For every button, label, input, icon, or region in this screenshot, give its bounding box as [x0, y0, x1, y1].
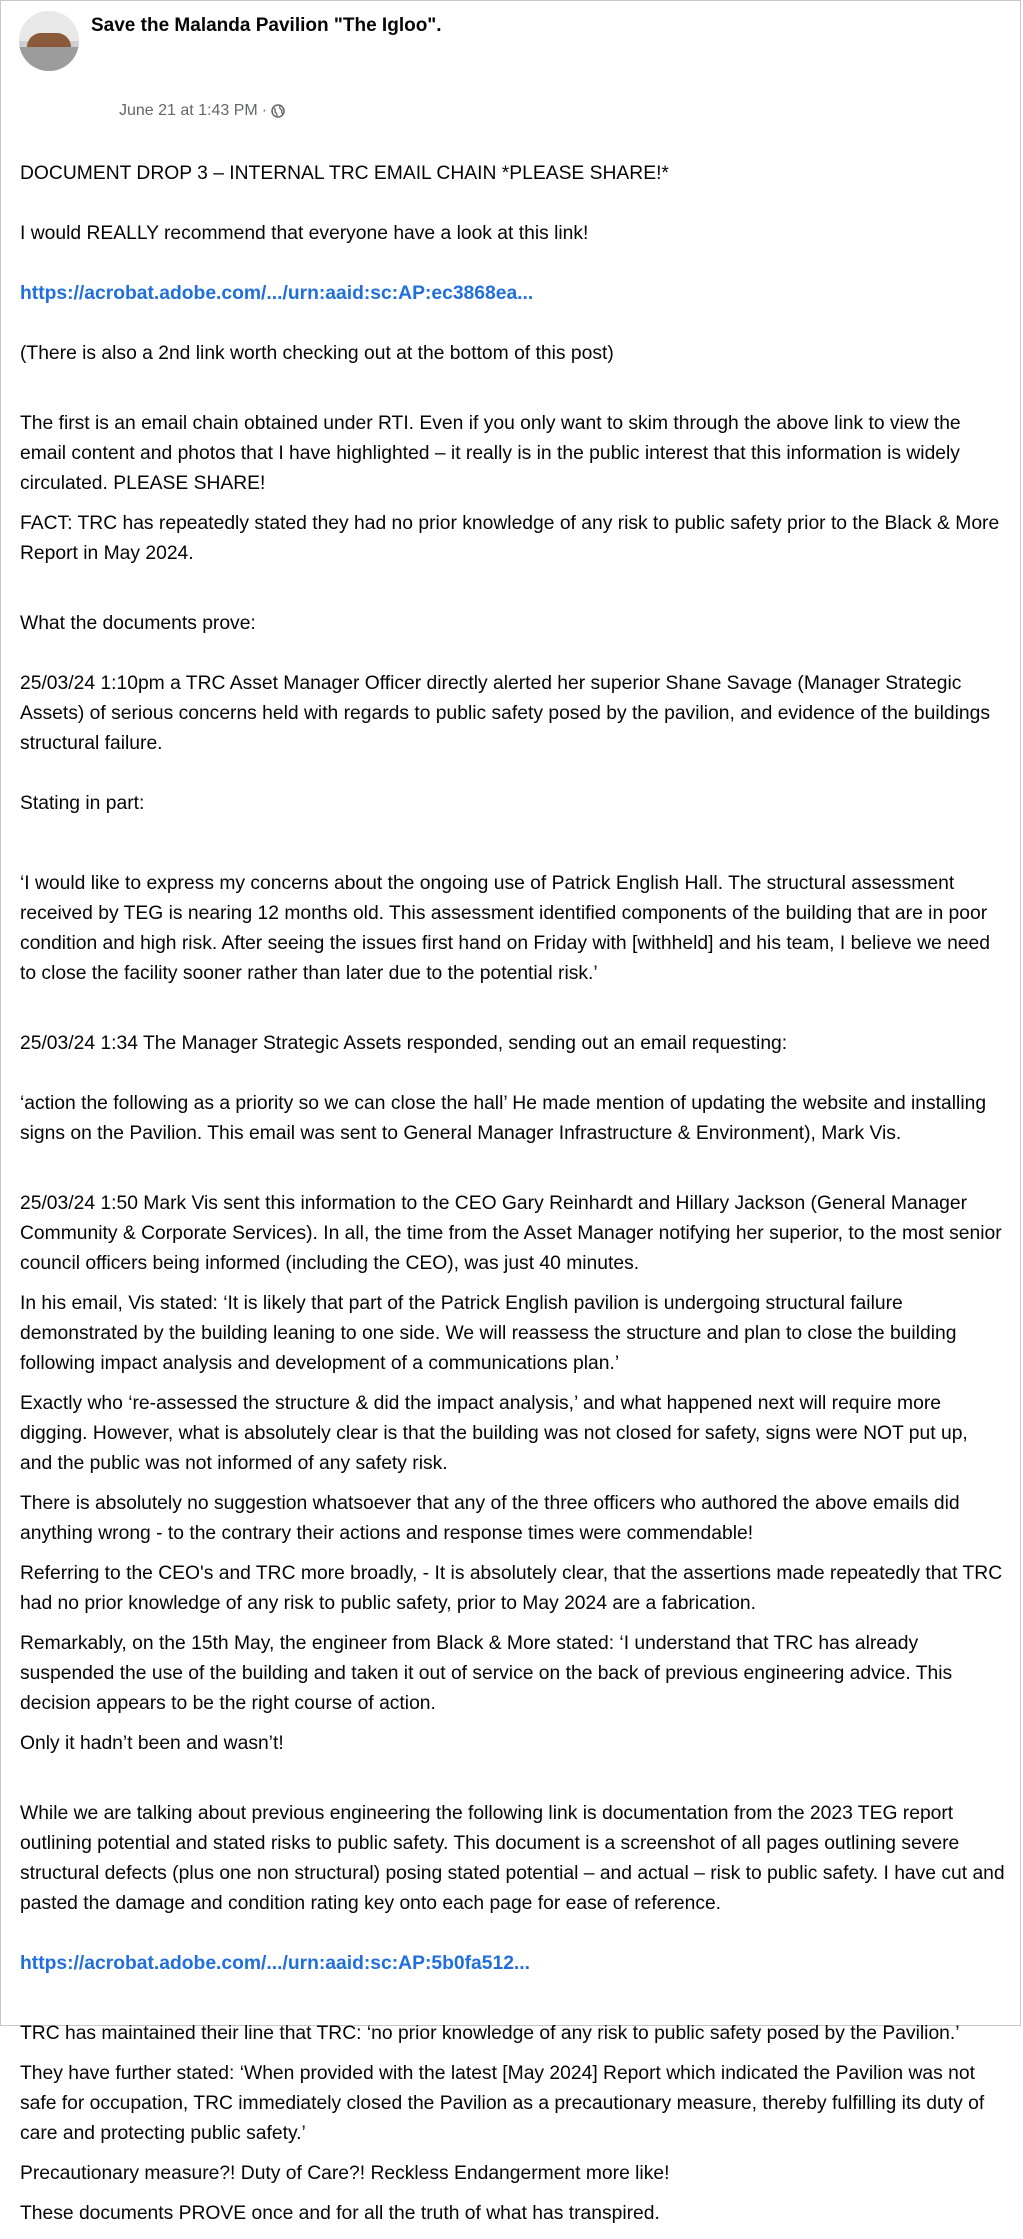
page-avatar[interactable]	[19, 11, 79, 71]
paragraph-3	[20, 579, 1005, 849]
post-header	[19, 11, 1009, 121]
intro-line-1: DOCUMENT DROP 3 – INTERNAL TRC EMAIL CHAIN *PLEASE SHARE!*	[20, 163, 669, 184]
globe-icon[interactable]	[271, 104, 285, 118]
paragraph-7: Exactly who ‘re-assessed the structure & did the impact analysis,’ and what happened next will require more digging. However, what is absolutely clear is that the building was not closed for safety, signs were NOT put up, and the public was not informed of any safety risk.	[20, 1393, 968, 1474]
paragraph-16: These documents PROVE once and for all the truth of what has transpired.	[20, 2203, 660, 2224]
paragraph-3-heading: What the documents prove:	[20, 613, 256, 634]
quote-1: ‘I would like to express my concerns about the ongoing use of Patrick English Hall. The structural assessment received by TEG is nearing 12 months old. This assessment identified components of the building that are in poor condition and high risk. After seeing the issues first hand on Friday with [withheld] and his team, I believe we need to close the facility sooner rather than later due to the potential risk.’	[20, 873, 990, 984]
paragraph-2: FACT: TRC has repeatedly stated they had no prior knowledge of any risk to public safety prior to the Black & More Report in May 2024.	[20, 513, 1000, 564]
paragraph-13: TRC has maintained their line that TRC: ‘no prior knowledge of any risk to public safety posed by the Pavilion.’	[20, 2023, 960, 2044]
post-body	[20, 129, 1005, 2239]
paragraph-11: Only it hadn’t been and wasn’t!	[20, 1733, 284, 1754]
post-timestamp[interactable]: June 21 at 1:43 PM	[119, 102, 258, 119]
link-2[interactable]: https://acrobat.adobe.com/.../urn:aaid:sc:AP:5b0fa512...	[20, 1953, 530, 1974]
paragraph-3-tail: Stating in part:	[20, 793, 145, 814]
post-meta	[119, 102, 285, 120]
paragraph-15: Precautionary measure?! Duty of Care?! Reckless Endangerment more like!	[20, 2163, 670, 2184]
paragraph-4-line-1: 25/03/24 1:34 The Manager Strategic Assets responded, sending out an email requesting:	[20, 1033, 788, 1054]
paragraph-12-text: While we are talking about previous engineering the following link is documentation from the 2023 TEG report outlining potential and stated risks to public safety. This document is a screenshot of all pages outlining severe structural defects (plus one non structural) posing stated potential – and actual – risk to public safety. I have cut and pasted the damage and condition rating key onto each page for ease of reference.	[20, 1803, 1005, 1914]
paragraph-9: Referring to the CEO's and TRC more broadly, - It is absolutely clear, that the assertions made repeatedly that TRC had no prior knowledge of any risk to public safety, prior to May 2024 are a fabrication.	[20, 1563, 1003, 1614]
paragraph-10: Remarkably, on the 15th May, the engineer from Black & More stated: ‘I understand that TRC has already suspended the use of the building and taken it out of service on the back of previous engineering advice. This decision appears to be the right course of action.	[20, 1633, 953, 1714]
paragraph-3-body: 25/03/24 1:10pm a TRC Asset Manager Officer directly alerted her superior Shane Savage (Manager Strategic Assets) of serious concerns held with regards to public safety posed by the pavilion, and evidence of the buildings structural failure.	[20, 673, 990, 754]
intro-line-3: (There is also a 2nd link worth checking out at the bottom of this post)	[20, 343, 614, 364]
avatar-ground	[19, 47, 79, 71]
paragraph-14: They have further stated: ‘When provided with the latest [May 2024] Report which indicated the Pavilion was not safe for occupation, TRC immediately closed the Pavilion as a precautionary measure, thereby fulfilling its duty of care and protecting public safety.’	[20, 2063, 985, 2144]
page-name[interactable]: Save the Malanda Pavilion "The Igloo".	[91, 15, 442, 36]
paragraph-5: 25/03/24 1:50 Mark Vis sent this information to the CEO Gary Reinhardt and Hillary Jackson (General Manager Community & Corporate Services). In all, the time from the Asset Manager notifying her superior, to the most senior council officers being informed (including the CEO), was just 40 minutes.	[20, 1193, 1002, 1274]
paragraph-1: The first is an email chain obtained under RTI. Even if you only want to skim through the above link to view the email content and photos that I have highlighted – it really is in the public interest that this information is widely circulated. PLEASE SHARE!	[20, 413, 961, 494]
paragraph-4	[20, 999, 1005, 1179]
intro-paragraph	[20, 129, 1005, 399]
link-1[interactable]: https://acrobat.adobe.com/.../urn:aaid:sc:AP:ec3868ea...	[20, 283, 534, 304]
paragraph-6: In his email, Vis stated: ‘It is likely that part of the Patrick English pavilion is undergoing structural failure demonstrated by the building leaning to one side. We will reassess the structure and plan to close the building following impact analysis and development of a communications plan.’	[20, 1293, 957, 1374]
intro-line-2: I would REALLY recommend that everyone have a look at this link!	[20, 223, 589, 244]
paragraph-4-rest: ‘action the following as a priority so we can close the hall’ He made mention of updating the website and installing signs on the Pavilion. This email was sent to General Manager Infrastructure & Environment), Mark Vis.	[20, 1093, 987, 1144]
avatar-pavilion-roof	[27, 33, 71, 47]
paragraph-8: There is absolutely no suggestion whatsoever that any of the three officers who authored the above emails did anything wrong - to the contrary their actions and response times were commendable!	[20, 1493, 960, 1544]
meta-separator: ·	[261, 102, 268, 119]
paragraph-12	[20, 1769, 1005, 2009]
